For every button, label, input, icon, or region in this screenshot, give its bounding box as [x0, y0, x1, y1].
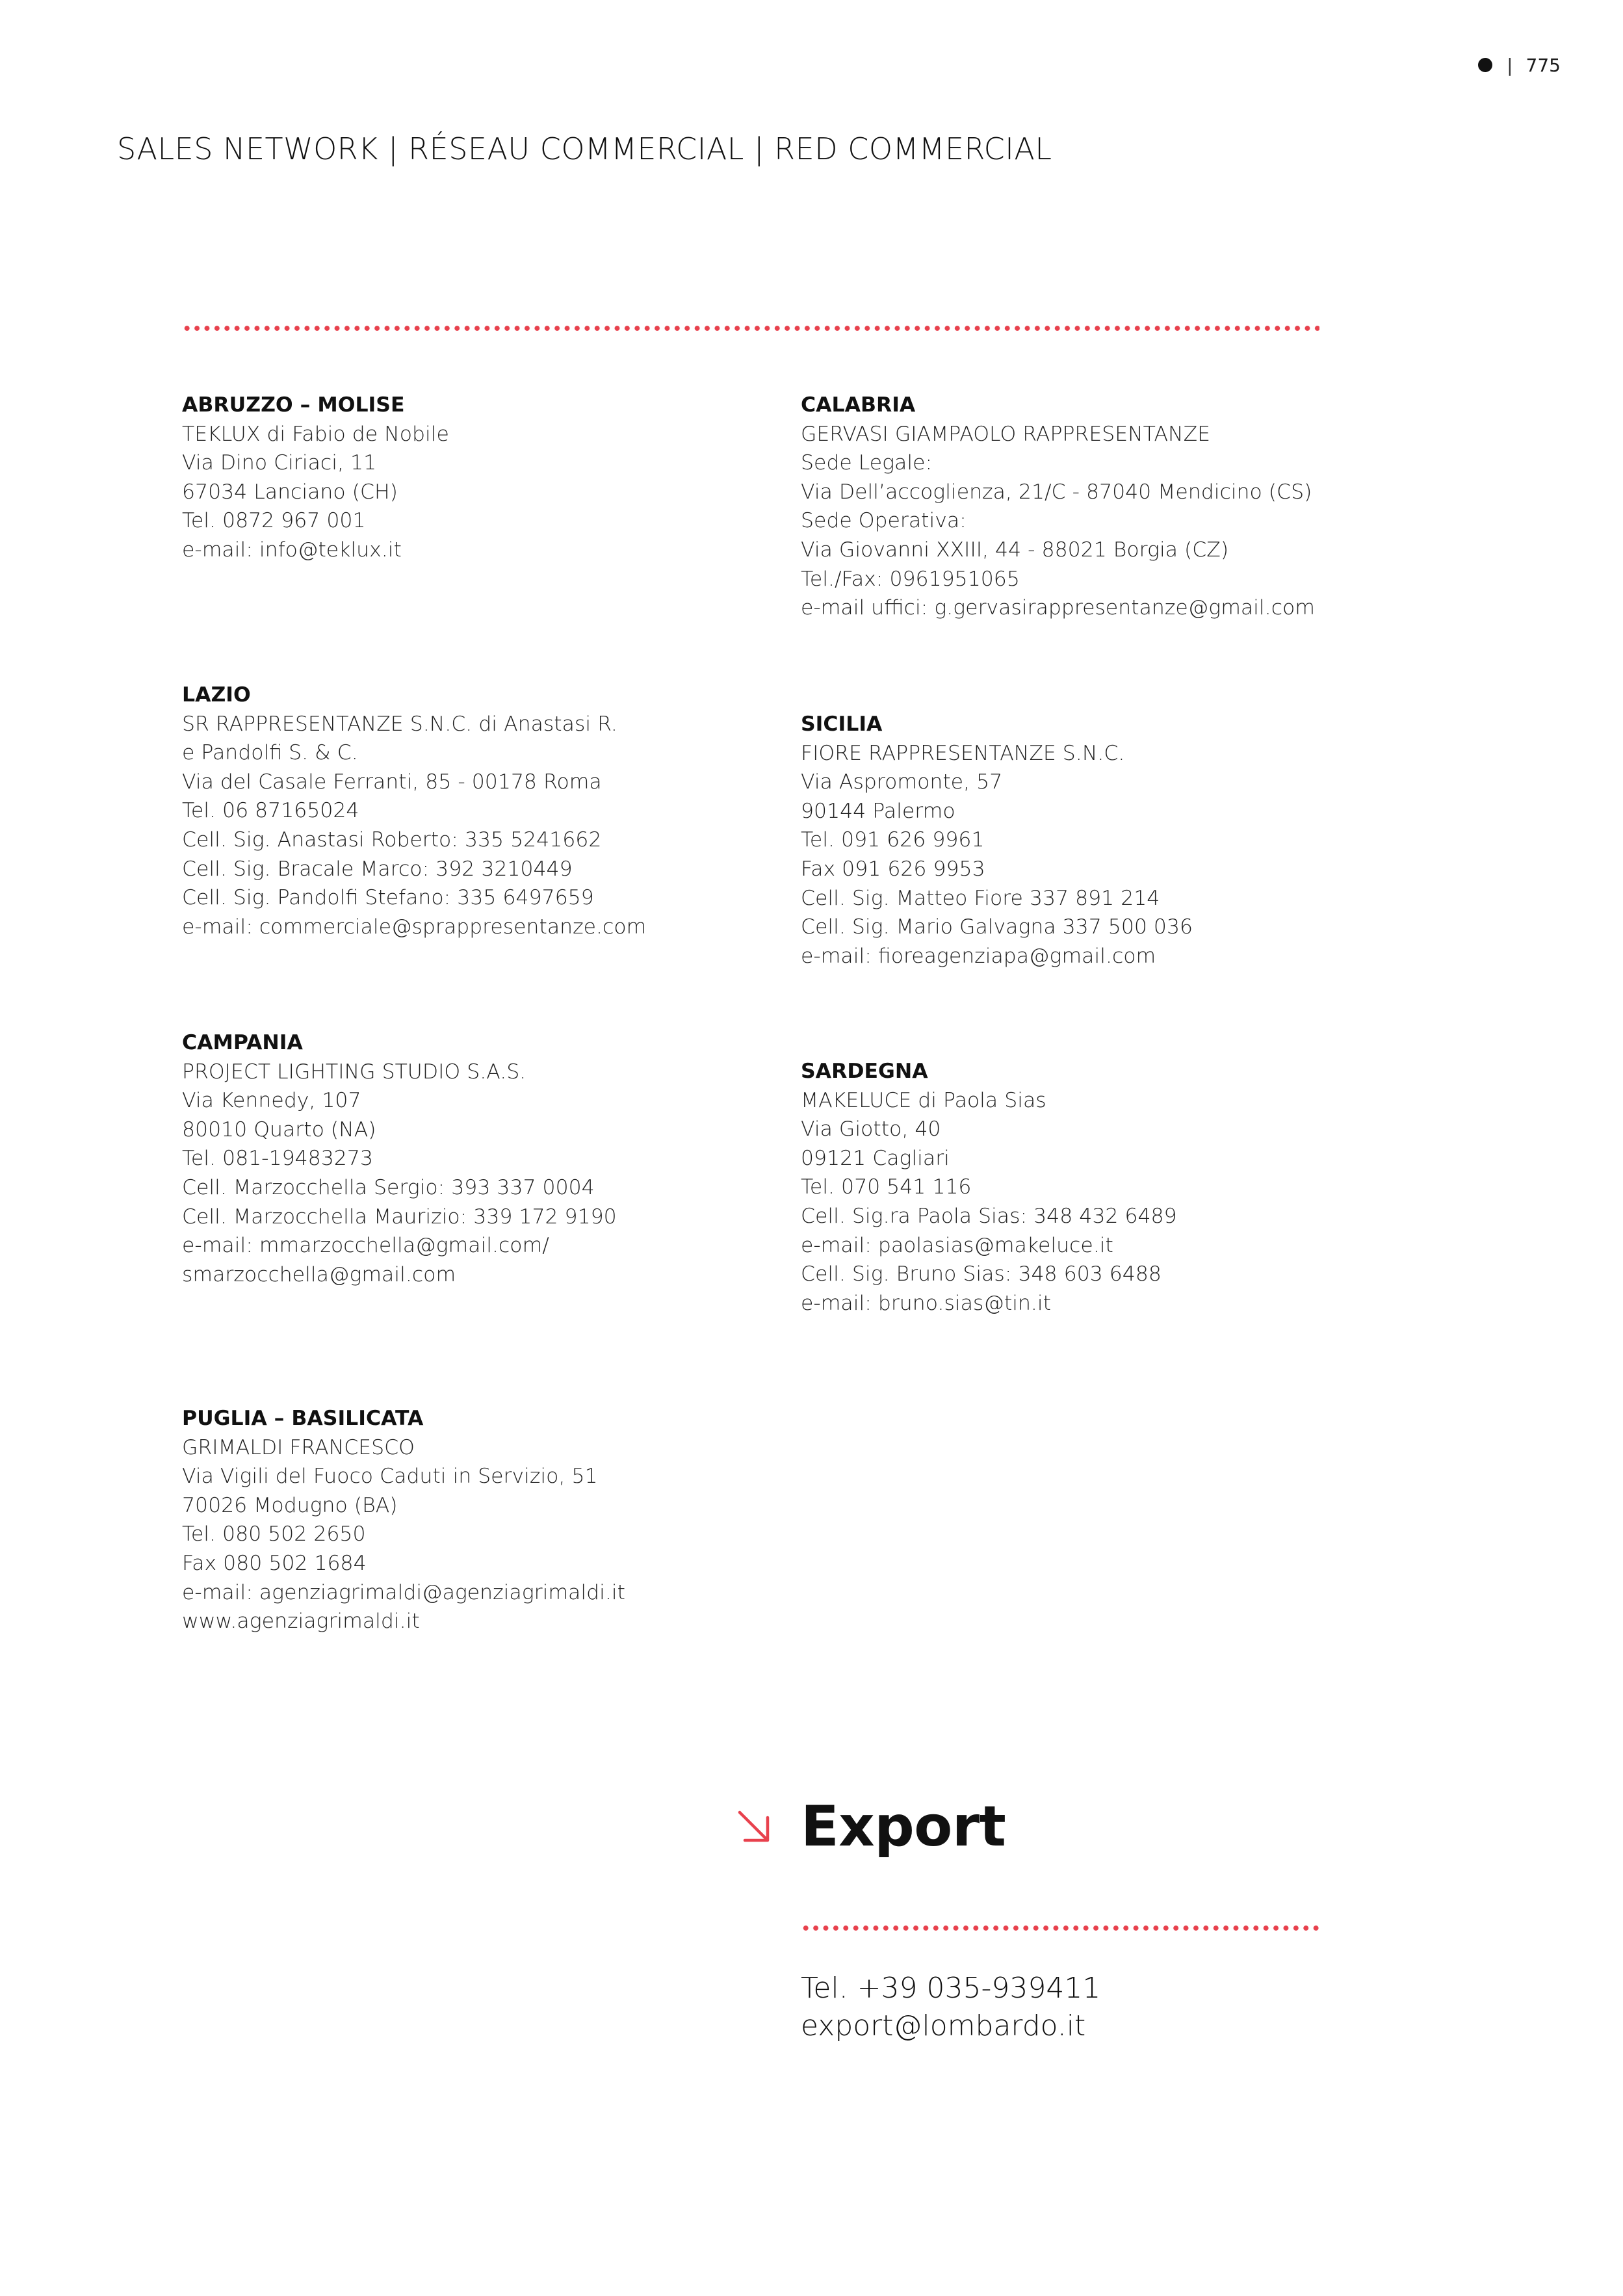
contact-email-link[interactable]: e-mail: info@teklux.it	[182, 538, 402, 562]
contact-line: 90144 Palermo	[801, 799, 955, 823]
contact-line: GERVASI GIAMPAOLO RAPPRESENTANZE	[801, 422, 1211, 446]
contact-block-sicilia	[801, 710, 1193, 971]
contact-line: 80010 Quarto (NA)	[182, 1117, 376, 1141]
page-number	[1478, 52, 1561, 78]
contact-website-link[interactable]: www.agenziagrimaldi.it	[182, 1610, 420, 1634]
contact-line: Cell. Marzocchella Sergio: 393 337 0004	[182, 1175, 595, 1199]
contact-line: GRIMALDI FRANCESCO	[182, 1435, 415, 1459]
region-heading: PUGLIA – BASILICATA	[182, 1407, 424, 1430]
contact-email-link[interactable]: e-mail: fioreagenziapa@gmail.com	[801, 944, 1156, 968]
export-contacts	[801, 1970, 1100, 2045]
contact-line: Cell. Sig. Pandolfi Stefano: 335 6497659	[182, 886, 594, 910]
contact-line: Cell. Sig.ra Paola Sias: 348 432 6489	[801, 1204, 1177, 1228]
page-number-value: 775	[1526, 54, 1561, 76]
contact-line: e Pandolfi S. & C.	[182, 741, 358, 765]
contact-line: Via Vigili del Fuoco Caduti in Servizio, 51	[182, 1465, 598, 1489]
contact-block-puglia-basilicata	[182, 1404, 625, 1636]
contact-block-sardegna	[801, 1057, 1177, 1318]
contact-email-link[interactable]: e-mail: mmarzocchella@gmail.com/	[182, 1234, 549, 1258]
contact-line: PROJECT LIGHTING STUDIO S.A.S.	[182, 1060, 526, 1084]
contact-line: Tel. 06 87165024	[182, 799, 359, 823]
contact-line: Fax 080 502 1684	[182, 1551, 367, 1575]
arrow-down-right-icon	[733, 1806, 775, 1847]
contact-line: SR RAPPRESENTANZE S.N.C. di Anastasi R.	[182, 712, 617, 736]
contact-line: Sede Legale:	[801, 451, 933, 475]
contact-line: MAKELUCE di Paola Sias	[801, 1088, 1046, 1112]
contact-line: Via Aspromonte, 57	[801, 770, 1003, 794]
region-heading: ABRUZZO – MOLISE	[182, 393, 405, 417]
page-number-separator: |	[1507, 54, 1513, 76]
contact-line: 09121 Cagliari	[801, 1146, 950, 1170]
contact-email-link[interactable]: e-mail: bruno.sias@tin.it	[801, 1291, 1052, 1315]
contact-line: Tel./Fax: 0961951065	[801, 567, 1020, 591]
contact-line: Tel. 080 502 2650	[182, 1522, 366, 1546]
contact-block-lazio	[182, 681, 646, 941]
contact-line: 70026 Modugno (BA)	[182, 1493, 398, 1517]
contact-line: Via del Casale Ferranti, 85 - 00178 Roma	[182, 770, 602, 794]
dotted-divider	[801, 1925, 1319, 1931]
contact-line: Via Giovanni XXIII, 44 - 88021 Borgia (CZ)	[801, 538, 1229, 562]
contact-line: TEKLUX di Fabio de Nobile	[182, 422, 449, 446]
contact-block-calabria	[801, 391, 1315, 623]
region-heading: SARDEGNA	[801, 1060, 928, 1083]
contact-line: Via Dino Ciriaci, 11	[182, 451, 377, 475]
contact-line: Cell. Sig. Anastasi Roberto: 335 5241662	[182, 828, 602, 852]
contact-email-link[interactable]: e-mail uffici: g.gervasirappresentanze@gmail.com	[801, 596, 1315, 620]
export-heading	[733, 1794, 1006, 1859]
contact-line: Cell. Sig. Bruno Sias: 348 603 6488	[801, 1262, 1162, 1286]
contact-email-link[interactable]: smarzocchella@gmail.com	[182, 1262, 456, 1286]
page-title: SALES NETWORK | RÉSEAU COMMERCIAL | RED COMMERCIAL	[117, 131, 1052, 166]
contact-block-campania	[182, 1028, 617, 1289]
contact-line: Cell. Sig. Bracale Marco: 392 3210449	[182, 857, 573, 881]
region-heading: CALABRIA	[801, 393, 916, 417]
contact-line: Cell. Sig. Mario Galvagna 337 500 036	[801, 915, 1193, 939]
contact-line: Tel. 070 541 116	[801, 1175, 972, 1199]
contact-line: Fax 091 626 9953	[801, 857, 985, 881]
contact-email-link[interactable]: e-mail: paolasias@makeluce.it	[801, 1233, 1113, 1257]
contact-line: Via Dell’accoglienza, 21/C - 87040 Mendicino (CS)	[801, 480, 1312, 504]
contact-line: Tel. 091 626 9961	[801, 828, 985, 852]
bullet-dot-icon	[1478, 58, 1492, 72]
contact-line: Sede Operativa:	[801, 509, 967, 533]
contact-email-link[interactable]: e-mail: agenziagrimaldi@agenziagrimaldi.it	[182, 1580, 625, 1604]
region-heading: LAZIO	[182, 683, 251, 707]
contact-line: Cell. Sig. Matteo Fiore 337 891 214	[801, 886, 1160, 910]
contact-line: 67034 Lanciano (CH)	[182, 480, 398, 504]
contact-line: Tel. 0872 967 001	[182, 509, 366, 533]
contact-line: Via Giotto, 40	[801, 1117, 941, 1141]
region-heading: SICILIA	[801, 712, 883, 736]
export-email-link[interactable]: export@lombardo.it	[801, 2009, 1086, 2042]
dotted-divider	[182, 325, 1319, 332]
export-phone: Tel. +39 035-939411	[801, 1972, 1101, 2005]
contact-line: FIORE RAPPRESENTANZE S.N.C.	[801, 741, 1125, 765]
contact-line: Tel. 081-19483273	[182, 1147, 373, 1171]
contact-block-abruzzo-molise	[182, 391, 449, 565]
contact-email-link[interactable]: e-mail: commerciale@sprappresentanze.com	[182, 915, 647, 939]
region-heading: CAMPANIA	[182, 1031, 303, 1054]
contact-line: Via Kennedy, 107	[182, 1089, 361, 1113]
contact-line: Cell. Marzocchella Maurizio: 339 172 9190	[182, 1205, 617, 1229]
export-title: Export	[801, 1794, 1006, 1859]
